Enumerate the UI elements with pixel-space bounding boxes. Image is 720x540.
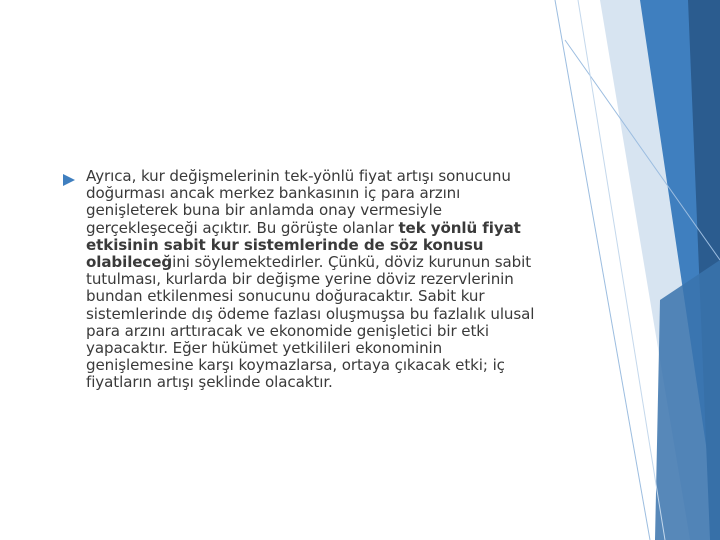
text-segment-3: ini söylemektedirler. Çünkü, döviz kurunun sabit tutulması, kurlarda bir değişme yerine döviz rezervlerinin bundan etkilenmesi sonucunu doğuracaktır. Sabit kur sistemlerinde dış ödeme fazlası oluşmuşsa bu fazlalık ulusal para arzını arttıracak ve ekonomide genişletici bir etki yapacaktır. Eğer hükümet yetkilileri ekonominin genişlemesine karşı koymazlarsa, ortaya çıkacak etki; iç fiyatların artışı şeklinde olacaktır. (86, 253, 540, 392)
decor-band-bottom (655, 260, 720, 540)
text-segment-1: Ayrıca, kur değişmelerinin tek-yönlü fiyat artışı sonucunu doğurması ancak merkez bankasının iç para arzını genişleterek buna bir anlamda onay vermesiyle gerçekleşeceği açıktır. Bu görüşte olanlar (86, 167, 516, 237)
triangle-right-icon (62, 173, 76, 187)
text-segment-bold: tek yönlü fiyat etkisinin sabit kur sistemlerinde de söz konusu olabileceğ (86, 218, 526, 272)
bullet-text (86, 168, 552, 392)
content-area (62, 168, 552, 392)
bullet-item (62, 168, 552, 392)
